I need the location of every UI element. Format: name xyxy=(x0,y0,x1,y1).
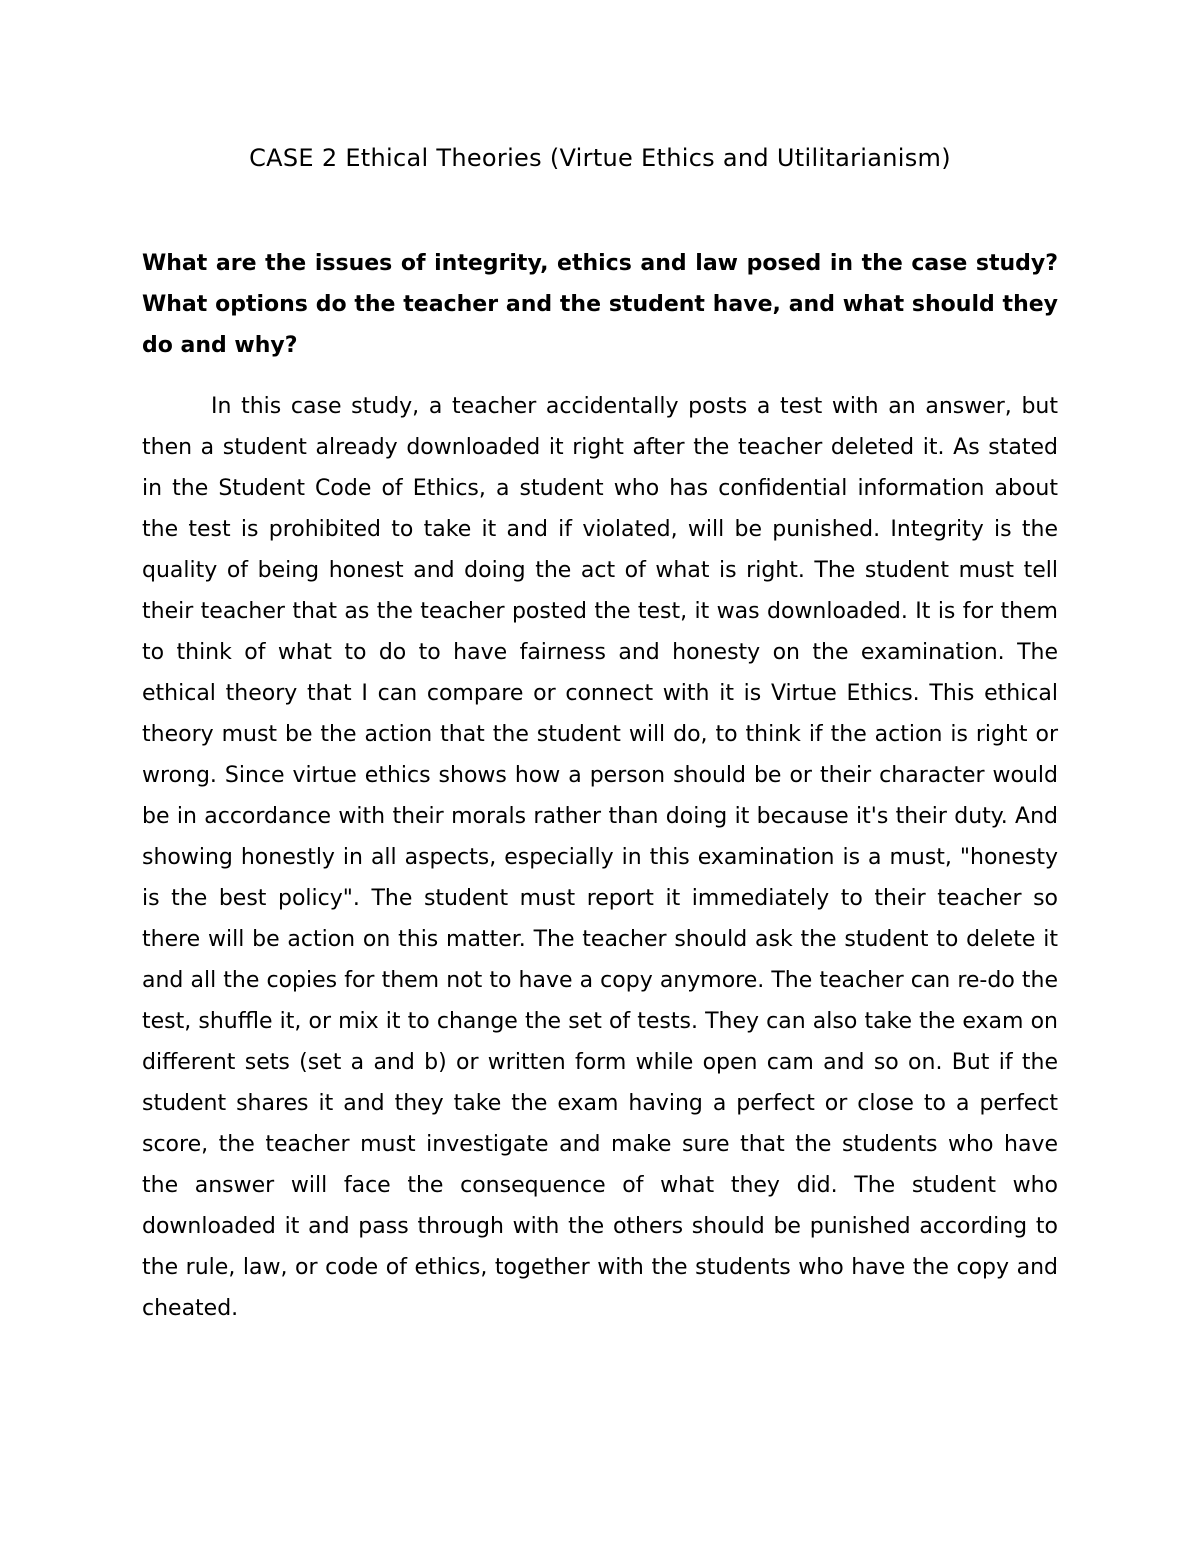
answer-paragraph: In this case study, a teacher accidentally posts a test with an answer, but then a student already downloaded it right after the teacher deleted it. As stated in the Student Code of Ethics, a student who has confidential information about the test is prohibited to take it and if violated, will be punished. Integrity is the quality of being honest and doing the act of what is right. The student must tell their teacher that as the teacher posted the test, it was downloaded. It is for them to think of what to do to have fairness and honesty on the examination. The ethical theory that I can compare or connect with it is Virtue Ethics. This ethical theory must be the action that the student will do, to think if the action is right or wrong. Since virtue ethics shows how a person should be or their character would be in accordance with their morals rather than doing it because it's their duty. And showing honestly in all aspects, especially in this examination is a must, "honesty is the best policy". The student must report it immediately to their teacher so there will be action on this matter. The teacher should ask the student to delete it and all the copies for them not to have a copy anymore. The teacher can re-do the test, shuffle it, or mix it to change the set of tests. They can also take the exam on different sets (set a and b) or written form while open cam and so on. But if the student shares it and they take the exam having a perfect or close to a perfect score, the teacher must investigate and make sure that the students who have the answer will face the consequence of what they did. The student who downloaded it and pass through with the others should be punished according to the rule, law, or code of ethics, together with the students who have the copy and cheated. xyxy=(142,394,1058,1321)
document-title: CASE 2 Ethical Theories (Virtue Ethics and Utilitarianism) xyxy=(249,144,951,172)
question-paragraph: What are the issues of integrity, ethics and law posed in the case study? What options do the teacher and the student have, and what should they do and why? xyxy=(142,251,1058,358)
